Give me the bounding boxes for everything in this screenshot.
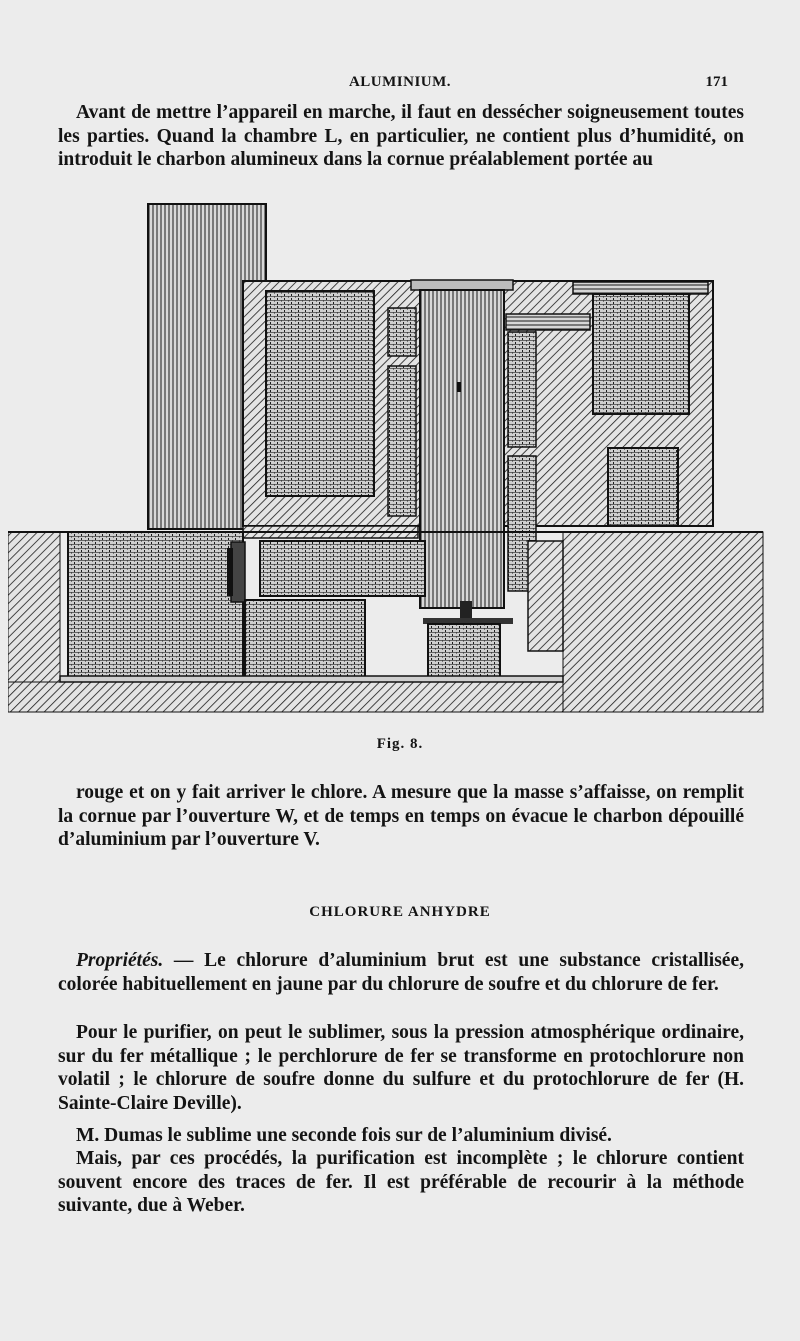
inner-brick-left — [388, 366, 416, 516]
inner-brick-right-top — [508, 332, 536, 447]
section-heading: CHLORURE ANHYDRE — [309, 904, 491, 920]
properties-lead: Propriétés. — [76, 950, 164, 971]
chamber-L-door — [231, 542, 245, 602]
paragraph-continuation: rouge et on y fait arriver le chlore. A mesure que la masse s’affaisse, on remplit la cornue par l’ouverture W, et de temps en temps on évacue le charbon dépouillé d’aluminium par l’ouverture V. — [58, 782, 744, 851]
retort-sight-hole — [457, 382, 461, 392]
lower-chamber-left — [68, 532, 243, 677]
furnace-diagram — [8, 196, 778, 726]
running-title: ALUMINIUM. — [348, 74, 452, 90]
figure-caption: Fig. 8. — [376, 736, 424, 752]
lower-chamber-mid — [260, 541, 425, 596]
lower-brick-right — [608, 448, 678, 526]
paragraph-dumas: M. Dumas le sublime une seconde fois sur de l’aluminium divisé. — [76, 1125, 612, 1146]
paragraph-purification: Pour le purifier, on peut le sublimer, sous la pression atmosphérique ordinaire, sur du fer métallique ; le perchlorure de fer se transforme en protochlorure non volatil ; le chlorure de soufre donne du sulfure et du protochlorure de fer (H. Sainte-Claire Deville). — [58, 1022, 744, 1114]
furnace-wall-back-front — [266, 291, 374, 496]
paragraph-weber: Mais, par ces procédés, la purification est incomplète ; le chlorure contient souvent encore des traces de fer. Il est préférable de recourir à la méthode suivante, due à Weber. — [58, 1148, 744, 1217]
paragraph-intro: Avant de mettre l’appareil en marche, il faut en dessécher soigneusement toutes les parties. Quand la chambre L, en particulier, ne contient plus d’humidité, on introduit le charbon alumineux dans la cornue préalablement portée au — [58, 102, 744, 171]
ash-pit — [428, 624, 500, 680]
properties-text: — Le chlorure d’aluminium brut est une substance cristallisée, colorée habituellement en jaune par du chlorure de soufre et du chlorure de fer. — [58, 950, 744, 995]
base-line — [60, 676, 563, 682]
inner-brick-left-top — [388, 308, 416, 356]
top-pipe — [506, 314, 590, 330]
ground-base — [8, 682, 568, 712]
top-slab-right — [573, 282, 708, 294]
ground-left — [8, 532, 60, 702]
door-hinge — [227, 548, 233, 596]
retort — [420, 290, 504, 608]
page-number: 171 — [705, 74, 728, 90]
retort-cap — [411, 280, 513, 290]
upper-brick-right — [593, 294, 689, 414]
ground-right — [563, 532, 763, 712]
running-head — [0, 74, 800, 96]
paragraph-properties — [58, 949, 744, 996]
grate-block — [245, 600, 365, 680]
right-low-wall — [528, 541, 563, 651]
